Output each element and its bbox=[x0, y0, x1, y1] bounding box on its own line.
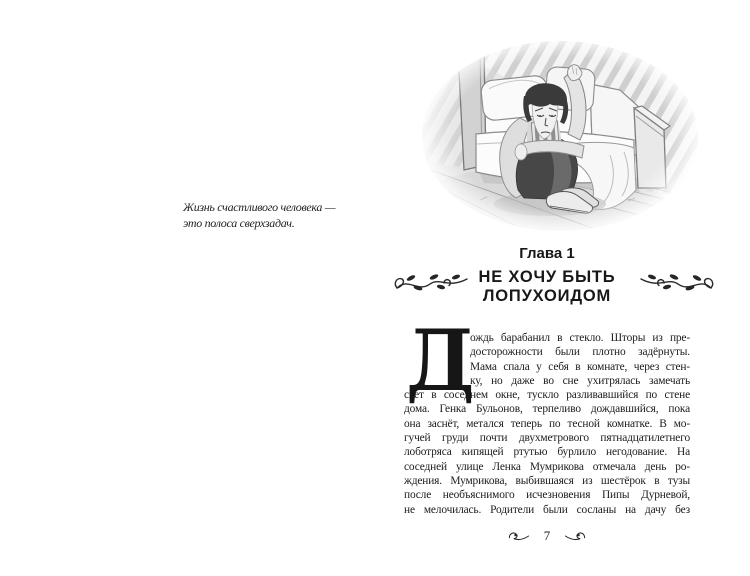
body-text-line: досторожности были плотно задёрнуты. bbox=[470, 346, 690, 359]
drop-cap: Д bbox=[406, 311, 475, 410]
body-text-line: дома. Генка Бульонов, терпеливо дождавшийся, пока bbox=[404, 403, 690, 416]
chapter-title-line: НЕ ХОЧУ БЫТЬ bbox=[478, 268, 616, 286]
chapter-illustration bbox=[420, 40, 700, 238]
swash-icon bbox=[562, 529, 588, 543]
body-text-line: не мелочилась. Родители были сосланы на дачу без bbox=[404, 503, 690, 516]
epigraph-line: Жизнь счастливого человека — bbox=[183, 200, 336, 214]
swash-icon bbox=[506, 529, 532, 543]
body-text-line: соседней улице Ленка Мумрикова отмечала день ро- bbox=[404, 460, 690, 473]
chapter-number: Глава 1 bbox=[519, 245, 575, 262]
body-text-line: ждения. Мумрикова, выбившаяся из шестёрок в тузы bbox=[404, 474, 690, 487]
vine-flourish-icon bbox=[638, 266, 714, 298]
body-paragraph bbox=[404, 311, 690, 517]
epigraph-line: это полоса сверхзадач. bbox=[183, 215, 295, 230]
page-footer bbox=[404, 528, 690, 544]
body-text-line: лоботряса кипящей ртутью бурлило негодование. На bbox=[404, 446, 690, 459]
vine-flourish-icon bbox=[394, 266, 470, 298]
body-text-line: свет в соседнем окне, тускло разливавшийся по стене bbox=[404, 389, 690, 402]
body-text-line: ождь барабанил в стекло. Шторы из пре- bbox=[470, 332, 690, 344]
body-text-line: ку, но даже во сне ухитрялась замечать bbox=[470, 374, 690, 387]
body-text-line: после необъяснимого исчезновения Пипы Дурневой, bbox=[404, 489, 690, 502]
body-text-line: гучей груди почти двухметрового пятнадцатилетнего bbox=[404, 432, 690, 445]
body-text-line: она заснёт, метался теперь по тесной комнатке. В мо- bbox=[404, 417, 690, 430]
body-text-line: Мама спала у себя в комнате, через стен- bbox=[470, 360, 690, 373]
epigraph bbox=[183, 200, 335, 231]
page-number: 7 bbox=[543, 528, 551, 543]
chapter-title-line: ЛОПУХОИДОМ bbox=[482, 286, 612, 305]
